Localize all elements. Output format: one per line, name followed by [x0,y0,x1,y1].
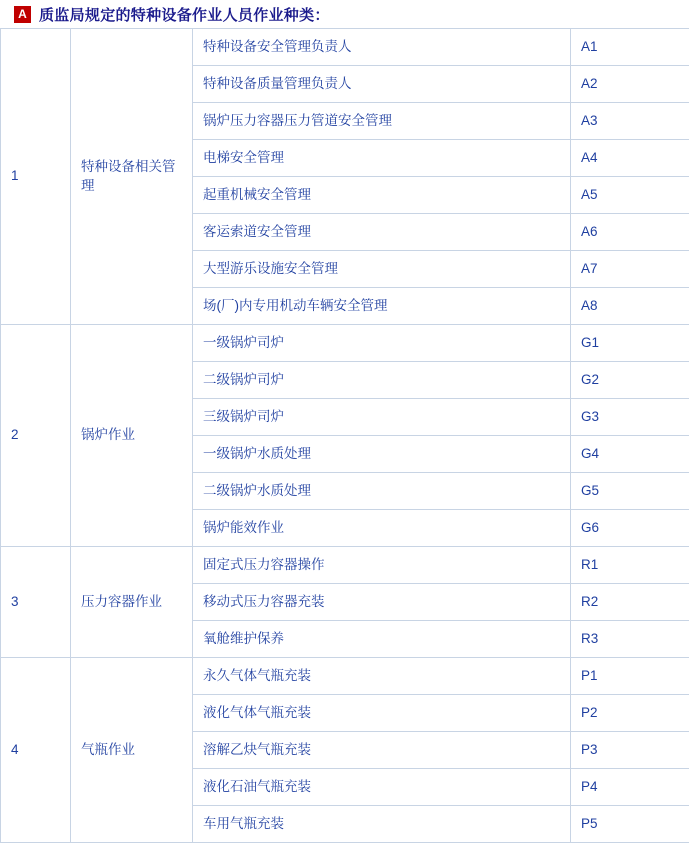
occupation-name-cell: 一级锅炉司炉 [193,325,571,362]
occupation-name-cell: 场(厂)内专用机动车辆安全管理 [193,288,571,325]
table-row [1,29,689,66]
occupation-name-cell: 二级锅炉司炉 [193,362,571,399]
occupation-name-cell: 移动式压力容器充装 [193,584,571,621]
occupation-name-cell: 固定式压力容器操作 [193,547,571,584]
occupation-name-cell: 液化气体气瓶充装 [193,695,571,732]
occupation-code-cell: R3 [571,621,689,658]
group-name-cell: 特种设备相关管理 [71,29,193,325]
occupation-code-cell: G2 [571,362,689,399]
occupation-name-cell: 氧舱维护保养 [193,621,571,658]
occupation-code-cell: G4 [571,436,689,473]
occupation-name-cell: 二级锅炉水质处理 [193,473,571,510]
occupation-name-cell: 电梯安全管理 [193,140,571,177]
occupation-name-cell: 永久气体气瓶充装 [193,658,571,695]
occupation-code-cell: G5 [571,473,689,510]
occupation-name-cell: 车用气瓶充装 [193,806,571,843]
group-name-cell: 压力容器作业 [71,547,193,658]
page-title: 质监局规定的特种设备作业人员作业种类： [39,4,330,25]
occupation-code-cell: A5 [571,177,689,214]
occupation-name-cell: 一级锅炉水质处理 [193,436,571,473]
group-name-cell: 锅炉作业 [71,325,193,547]
table-body [1,29,689,843]
section-header [0,0,689,28]
occupation-code-cell: R2 [571,584,689,621]
occupation-name-cell: 锅炉能效作业 [193,510,571,547]
occupation-code-cell: A7 [571,251,689,288]
occupation-code-cell: G1 [571,325,689,362]
occupation-name-cell: 液化石油气瓶充装 [193,769,571,806]
table-row [1,658,689,695]
occupation-code-cell: P5 [571,806,689,843]
occupation-category-table [0,28,689,843]
occupation-code-cell: P1 [571,658,689,695]
occupation-code-cell: A4 [571,140,689,177]
occupation-name-cell: 起重机械安全管理 [193,177,571,214]
occupation-code-cell: A1 [571,29,689,66]
occupation-code-cell: G6 [571,510,689,547]
occupation-name-cell: 大型游乐设施安全管理 [193,251,571,288]
group-number-cell: 2 [1,325,71,547]
occupation-name-cell: 特种设备质量管理负责人 [193,66,571,103]
occupation-code-cell: A2 [571,66,689,103]
occupation-code-cell: A8 [571,288,689,325]
group-number-cell: 4 [1,658,71,843]
occupation-code-cell: P4 [571,769,689,806]
occupation-code-cell: A6 [571,214,689,251]
occupation-code-cell: P3 [571,732,689,769]
occupation-code-cell: R1 [571,547,689,584]
table-row [1,325,689,362]
occupation-name-cell: 特种设备安全管理负责人 [193,29,571,66]
occupation-name-cell: 溶解乙炔气瓶充装 [193,732,571,769]
occupation-name-cell: 客运索道安全管理 [193,214,571,251]
section-badge-icon: A [14,6,31,23]
occupation-name-cell: 锅炉压力容器压力管道安全管理 [193,103,571,140]
table-row [1,547,689,584]
occupation-code-cell: P2 [571,695,689,732]
group-name-cell: 气瓶作业 [71,658,193,843]
occupation-code-cell: A3 [571,103,689,140]
occupation-code-cell: G3 [571,399,689,436]
group-number-cell: 3 [1,547,71,658]
occupation-name-cell: 三级锅炉司炉 [193,399,571,436]
group-number-cell: 1 [1,29,71,325]
